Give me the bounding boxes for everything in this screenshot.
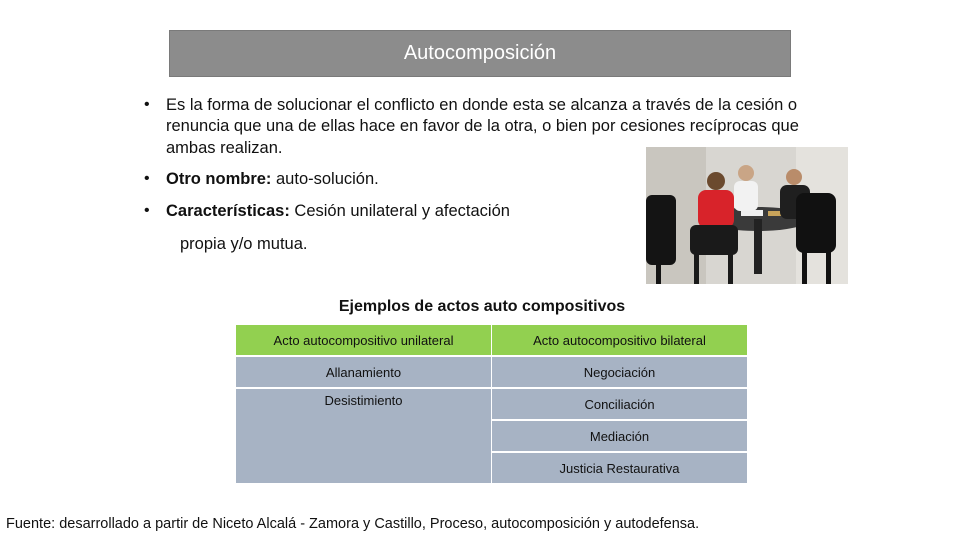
page-title: Autocomposición <box>403 42 557 64</box>
header-unilateral: Acto autocompositivo unilateral <box>236 325 491 355</box>
source-footer: Fuente: desarrollado a partir de Niceto Alcalá - Zamora y Castillo, Proceso, autocomposición y autodefensa. <box>6 516 700 532</box>
cell-bilateral-2: Conciliación <box>492 389 747 419</box>
cell-unilateral-1: Allanamiento <box>236 357 491 387</box>
cell-bilateral-1: Negociación <box>492 357 747 387</box>
bullet-characteristics-label: Características: <box>166 201 290 220</box>
meeting-photo <box>646 147 848 284</box>
bullet-other-name-label: Otro nombre: <box>166 170 272 189</box>
header-bilateral: Acto autocompositivo bilateral <box>492 325 747 355</box>
bullet-characteristics-text: Cesión unilateral y afectación <box>289 201 510 220</box>
bullet-other-name-text: auto-solución. <box>271 170 379 189</box>
cell-bilateral-4: Justicia Restaurativa <box>492 453 747 483</box>
cell-unilateral-2: Desistimiento <box>236 389 491 483</box>
title-bar <box>169 30 791 77</box>
bullet-characteristics-continuation: propia y/o mutua. <box>180 235 308 254</box>
table-title: Ejemplos de actos auto compositivos <box>338 298 626 315</box>
bullet-definition-text: Es la forma de solucionar el conflicto en donde esta se alcanza a través de la cesión o renuncia que una de ellas hace en favor de la otra, o bien por cesiones recíprocas que ambas realizan. <box>166 96 799 157</box>
cell-bilateral-3: Mediación <box>492 421 747 451</box>
